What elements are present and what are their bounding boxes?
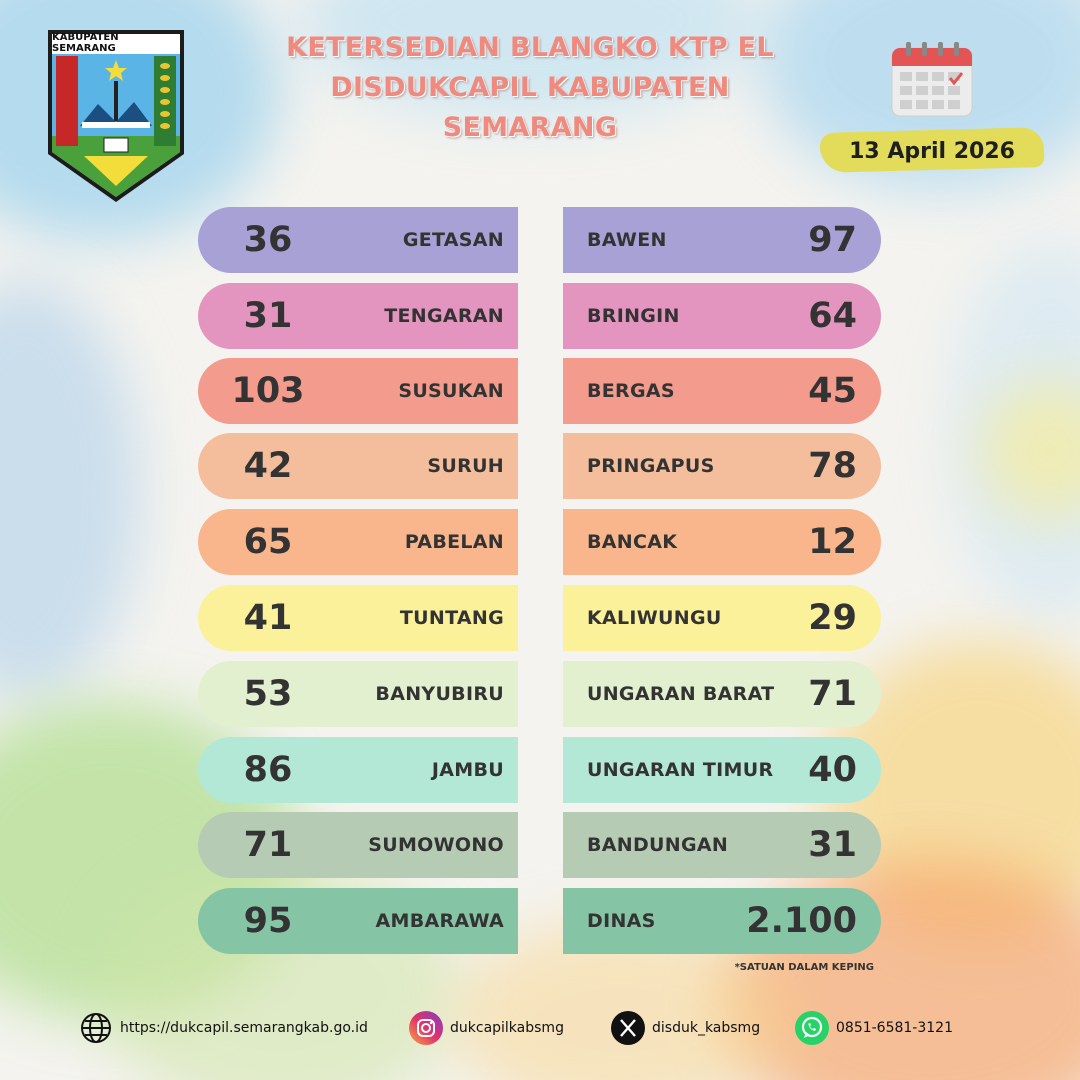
instagram-icon — [408, 1010, 444, 1046]
footer-twitter[interactable] — [610, 1008, 760, 1048]
stock-row-left — [198, 812, 518, 878]
stock-value: 78 — [808, 446, 857, 486]
title-line-2: DISDUKCAPIL KABUPATEN — [330, 72, 730, 103]
whatsapp-number[interactable]: 0851-6581-3121 — [836, 1020, 953, 1036]
stock-value: 65 — [243, 522, 293, 562]
stock-row-right — [563, 812, 881, 878]
stock-row-right — [563, 433, 881, 499]
district-name: BRINGIN — [587, 305, 680, 327]
stock-value: 71 — [808, 674, 857, 714]
district-name: SUMOWONO — [368, 834, 504, 856]
stock-value: 2.100 — [746, 901, 857, 941]
stock-value: 97 — [808, 220, 857, 260]
calendar-icon — [890, 40, 974, 118]
stock-row-right — [563, 283, 881, 349]
date-badge — [820, 126, 1044, 176]
stock-row-left — [198, 358, 518, 424]
title-line-1: KETERSEDIAN BLANGKO KTP EL — [286, 32, 774, 63]
stock-row-left — [198, 585, 518, 651]
footer-whatsapp[interactable] — [794, 1008, 953, 1048]
date-text: 13 April 2026 — [849, 138, 1015, 164]
stock-row-right — [563, 358, 881, 424]
footer-instagram[interactable] — [408, 1008, 564, 1048]
stock-value: 64 — [808, 296, 857, 336]
district-name: GETASAN — [402, 229, 504, 251]
stock-value: 71 — [243, 825, 293, 865]
stock-row-left — [198, 661, 518, 727]
stock-row-left — [198, 207, 518, 273]
page-title — [250, 28, 810, 148]
district-name: BANYUBIRU — [375, 683, 504, 705]
stock-value: 41 — [243, 598, 293, 638]
stock-row-right — [563, 509, 881, 575]
district-name: TUNTANG — [399, 607, 504, 629]
district-name: KALIWUNGU — [587, 607, 722, 629]
district-name: UNGARAN BARAT — [587, 683, 775, 705]
stock-value: 42 — [243, 446, 293, 486]
stock-value: 31 — [243, 296, 293, 336]
stock-row-right — [563, 888, 881, 954]
stock-value: 86 — [243, 750, 293, 790]
stock-row-right — [563, 737, 881, 803]
stock-value: 29 — [808, 598, 857, 638]
stock-row-left — [198, 888, 518, 954]
district-name: SURUH — [427, 455, 504, 477]
stock-value: 103 — [231, 371, 305, 411]
x-twitter-icon — [610, 1010, 646, 1046]
district-name: SUSUKAN — [398, 380, 504, 402]
kabupaten-semarang-logo — [44, 26, 188, 206]
stock-row-right — [563, 661, 881, 727]
title-line-3: SEMARANG — [442, 112, 618, 143]
stock-row-left — [198, 283, 518, 349]
district-name: AMBARAWA — [375, 910, 504, 932]
district-name: DINAS — [587, 910, 656, 932]
stock-value: 40 — [808, 750, 857, 790]
district-name: BERGAS — [587, 380, 675, 402]
unit-note: *SATUAN DALAM KEPING — [734, 962, 874, 973]
instagram-handle[interactable]: dukcapilkabsmg — [450, 1020, 564, 1036]
stock-value: 31 — [808, 825, 857, 865]
stock-row-right — [563, 585, 881, 651]
stock-value: 12 — [808, 522, 857, 562]
district-name: PRINGAPUS — [587, 455, 715, 477]
stock-row-left — [198, 737, 518, 803]
stock-value: 45 — [808, 371, 857, 411]
footer-website[interactable] — [78, 1008, 368, 1048]
district-name: JAMBU — [431, 759, 504, 781]
stock-row-left — [198, 433, 518, 499]
website-link[interactable]: https://dukcapil.semarangkab.go.id — [120, 1020, 368, 1036]
district-name: TENGARAN — [384, 305, 504, 327]
globe-icon — [78, 1010, 114, 1046]
whatsapp-icon — [794, 1010, 830, 1046]
district-name: BANDUNGAN — [587, 834, 729, 856]
district-name: UNGARAN TIMUR — [587, 759, 774, 781]
district-name: BAWEN — [587, 229, 667, 251]
stock-row-left — [198, 509, 518, 575]
twitter-handle[interactable]: disduk_kabsmg — [652, 1020, 761, 1036]
district-name: PABELAN — [404, 531, 504, 553]
district-name: BANCAK — [587, 531, 678, 553]
stock-value: 53 — [243, 674, 293, 714]
logo-label: KABUPATEN SEMARANG — [52, 32, 119, 54]
stock-value: 36 — [243, 220, 293, 260]
stock-row-right — [563, 207, 881, 273]
stock-value: 95 — [243, 901, 293, 941]
